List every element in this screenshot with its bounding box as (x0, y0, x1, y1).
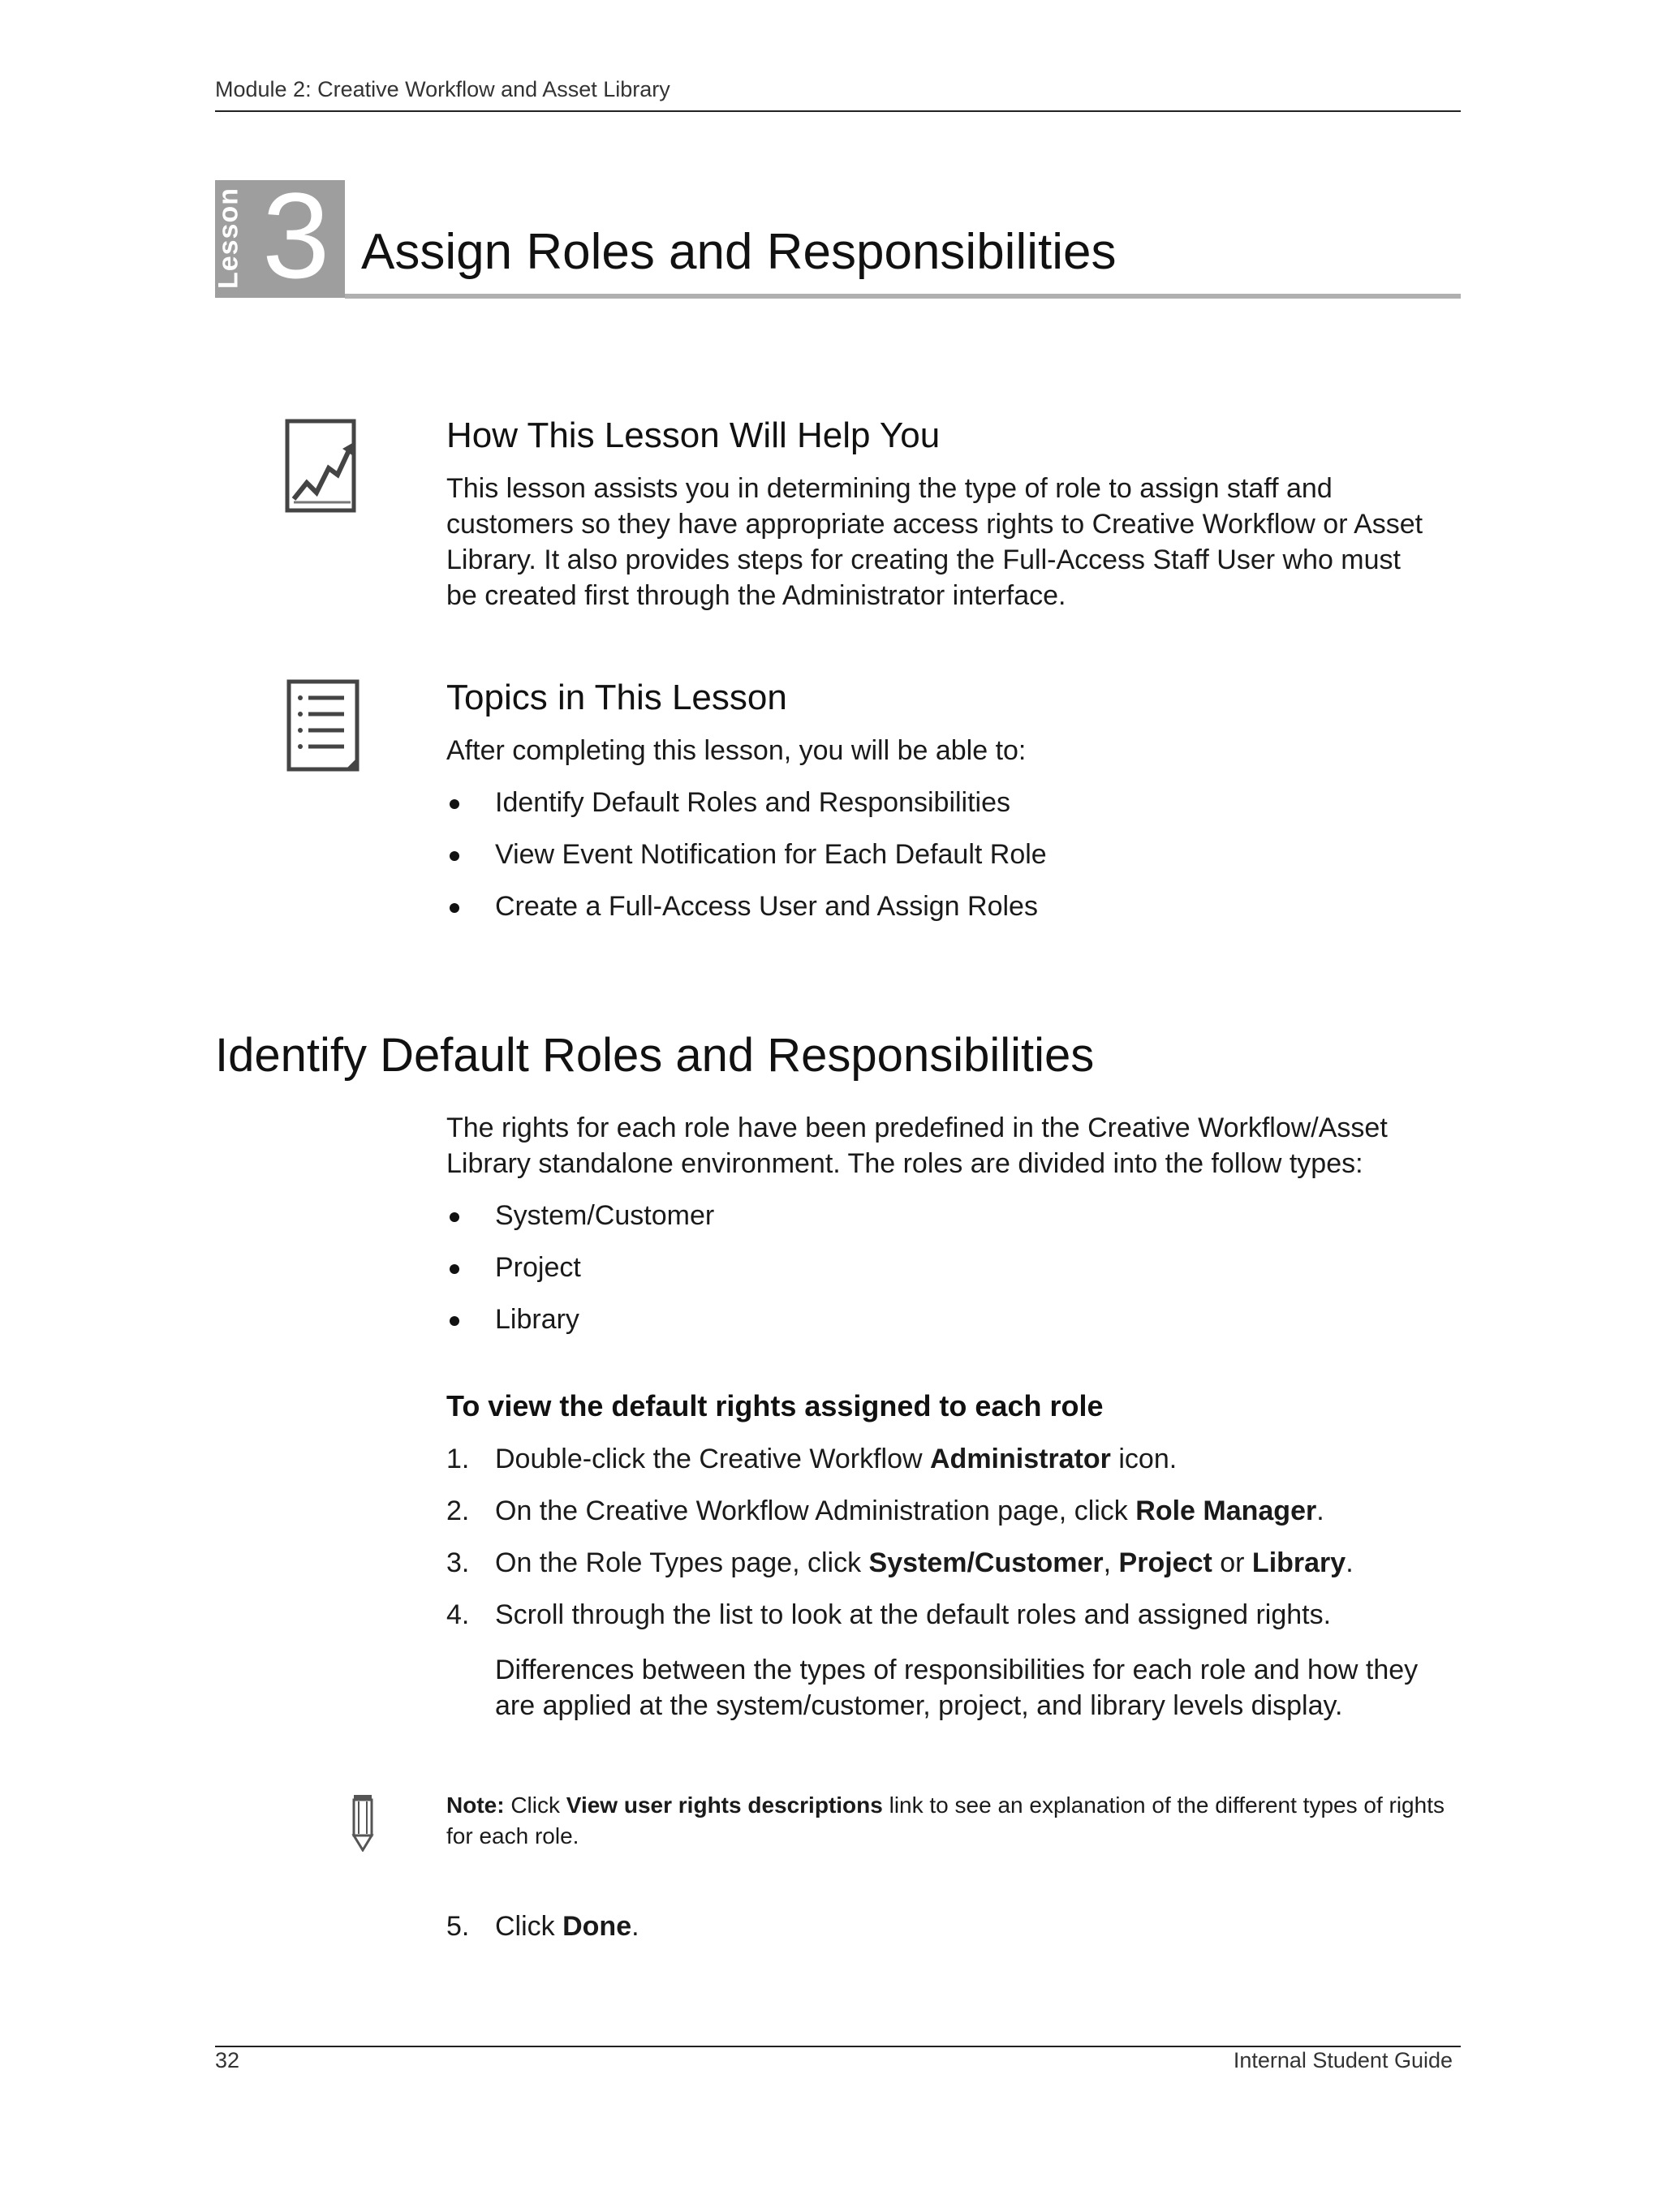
list-item: Create a Full-Access User and Assign Roles (446, 889, 1047, 924)
list-item: Identify Default Roles and Responsibilities (446, 785, 1047, 820)
note-line: Note: Click View user rights descriptions link to see an explanation of the different types of rights (446, 1792, 1445, 1818)
title-rule (345, 294, 1461, 299)
header-rule (215, 110, 1461, 112)
help-line: be created first through the Administrator interface. (446, 580, 1066, 611)
procedure-step-5 (446, 1909, 1461, 1944)
lesson-word: Lesson (213, 187, 244, 290)
identify-intro (446, 1110, 1388, 1181)
note-text (446, 1790, 1461, 1852)
list-item: View Event Notification for Each Default Role (446, 837, 1047, 872)
section-heading: Identify Default Roles and Responsibilities (215, 1029, 1095, 1082)
lesson-badge (213, 167, 345, 303)
step-item: 1. Double-click the Creative Workflow Administrator icon. (446, 1444, 1178, 1474)
detail-line: are applied at the system/customer, project, and library levels display. (495, 1690, 1343, 1721)
step4-detail (495, 1652, 1418, 1724)
step-item: 2. On the Creative Workflow Administration page, click Role Manager. (446, 1495, 1324, 1526)
step-item: 5. Click Done. (446, 1911, 639, 1942)
pencil-icon (349, 1793, 377, 1852)
list-item: System/Customer (446, 1198, 714, 1233)
note-line: for each role. (446, 1823, 579, 1848)
checklist-icon (286, 678, 363, 776)
help-section-text (446, 471, 1423, 613)
step-item: 4. Scroll through the list to look at the default roles and assigned rights. (446, 1599, 1332, 1630)
role-types-list (446, 1198, 714, 1353)
step-item: 3. On the Role Types page, click System/Customer, Project or Library. (446, 1547, 1354, 1578)
growth-chart-icon (284, 418, 361, 517)
detail-line: Differences between the types of responsibilities for each role and how they (495, 1655, 1419, 1685)
help-line: customers so they have appropriate access rights to Creative Workflow or Asset (446, 509, 1423, 540)
footer-rule (215, 2046, 1461, 2047)
help-line: This lesson assists you in determining the type of role to assign staff and (446, 473, 1333, 504)
lesson-title: Assign Roles and Responsibilities (361, 224, 1117, 280)
help-section-title: How This Lesson Will Help You (446, 415, 941, 455)
topics-intro: After completing this lesson, you will be able to: (446, 735, 1027, 766)
intro-line: Library standalone environment. The roles are divided into the follow types: (446, 1148, 1363, 1179)
topics-list (446, 785, 1047, 940)
page-number: 32 (215, 2048, 240, 2072)
procedure-steps (446, 1441, 1461, 1649)
running-header: Module 2: Creative Workflow and Asset Library (215, 77, 670, 101)
topics-section-title: Topics in This Lesson (446, 678, 787, 717)
intro-line: The rights for each role have been predefined in the Creative Workflow/Asset (446, 1112, 1388, 1143)
lesson-number: 3 (262, 167, 330, 303)
help-line: Library. It also provides steps for creating the Full-Access Staff User who must (446, 544, 1401, 575)
list-item: Library (446, 1302, 714, 1337)
procedure-heading: To view the default rights assigned to each role (446, 1389, 1104, 1422)
list-item: Project (446, 1250, 714, 1285)
guide-title: Internal Student Guide (1233, 2048, 1453, 2072)
